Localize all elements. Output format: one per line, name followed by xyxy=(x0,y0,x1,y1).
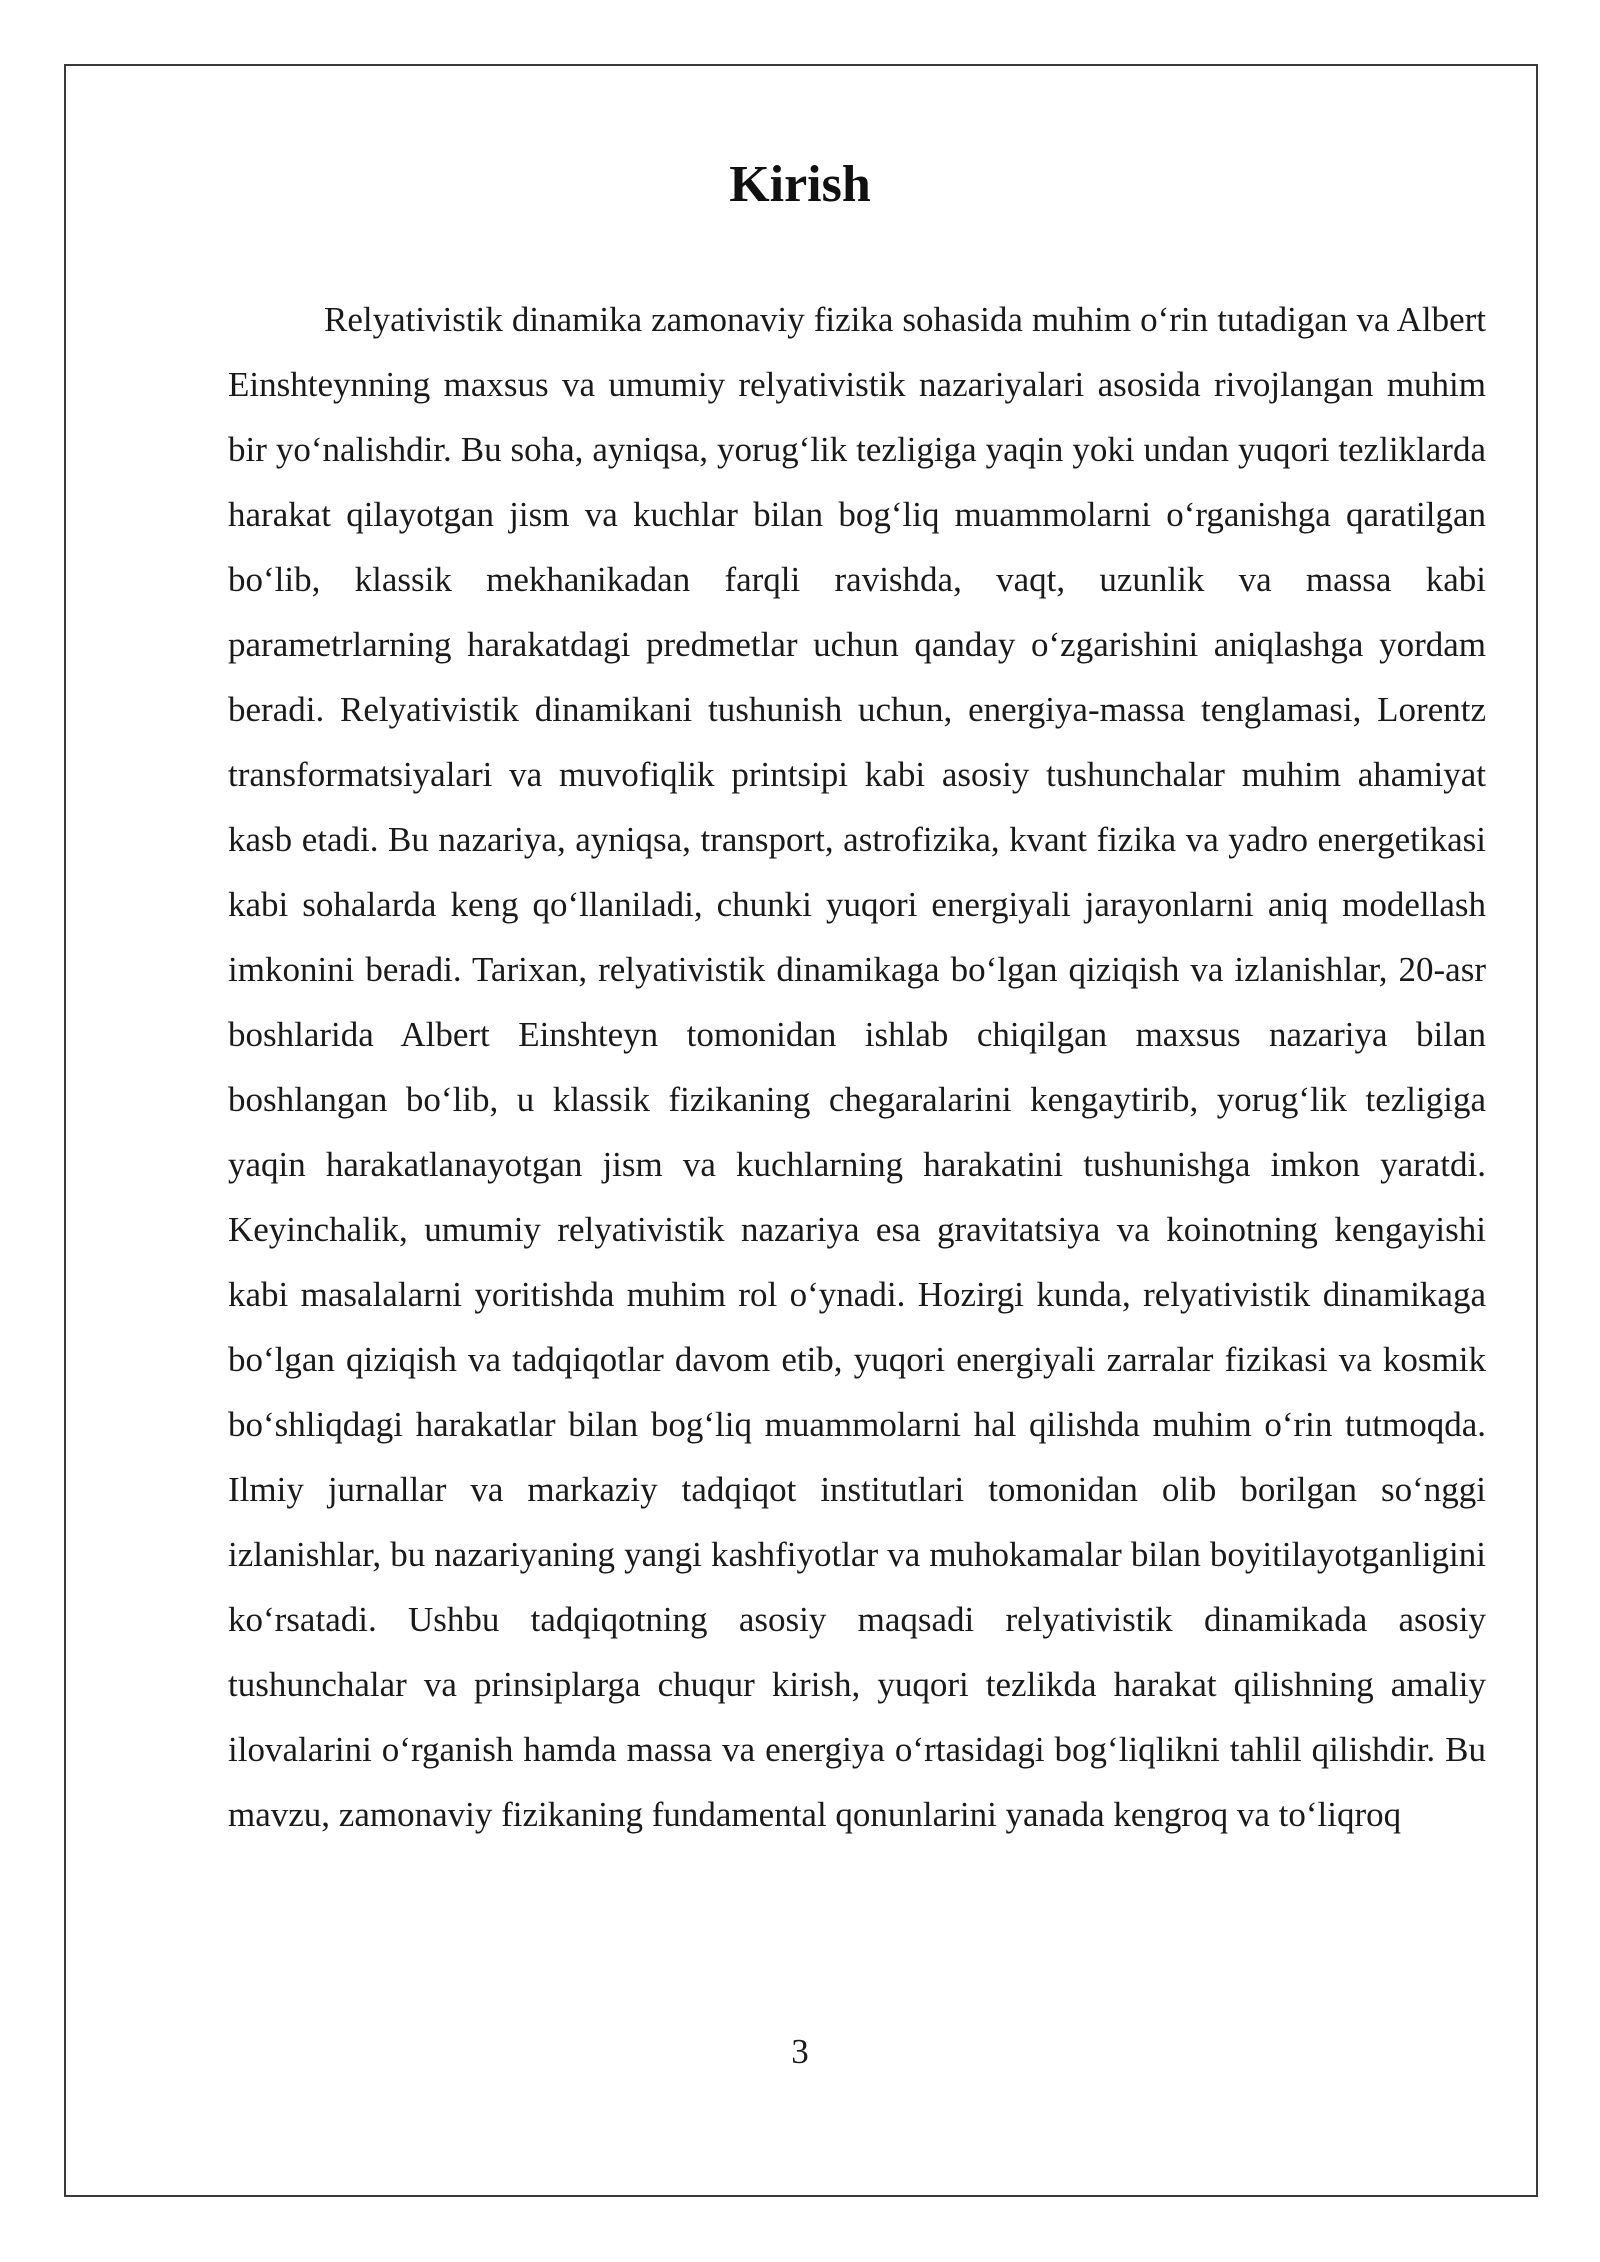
page-title: Kirish xyxy=(729,156,871,213)
page-number: 3 xyxy=(791,2032,809,2071)
body-paragraph: Relyativistik dinamika zamonaviy fizika sohasida muhim o‘rin tutadigan va Albert Einshteynning maxsus va umumiy relyativistik nazariyalari asosida rivojlangan muhim bir yo‘nalishdir. Bu soha, ayniqsa, yorug‘lik tezligiga yaqin yoki undan yuqori tezliklarda harakat qilayotgan jism va kuchlar bilan bog‘liq muammolarni o‘rganishga qaratilgan bo‘lib, klassik mekhanikadan farqli ravishda, vaqt, uzunlik va massa kabi parametrlarning harakatdagi predmetlar uchun qanday o‘zgarishini aniqlashga yordam beradi. Relyativistik dinamikani tushunish uchun, energiya-massa tenglamasi, Lorentz transformatsiyalari va muvofiqlik printsipi kabi asosiy tushunchalar muhim ahamiyat kasb etadi. Bu nazariya, ayniqsa, transport, astrofizika, kvant fizika va yadro energetikasi kabi sohalarda keng qo‘llaniladi, chunki yuqori energiyali jarayonlarni aniq modellash imkonini beradi. Tarixan, relyativistik dinamikaga bo‘lgan qiziqish va izlanishlar, 20-asr boshlarida Albert Einshteyn tomonidan ishlab chiqilgan maxsus nazariya bilan boshlangan bo‘lib, u klassik fizikaning chegaralarini kengaytirib, yorug‘lik tezligiga yaqin harakatlanayotgan jism va kuchlarning harakatini tushunishga imkon yaratdi. Keyinchalik, umumiy relyativistik nazariya esa gravitatsiya va koinotning kengayishi kabi masalalarni yoritishda muhim rol o‘ynadi. Hozirgi kunda, relyativistik dinamikaga bo‘lgan qiziqish va tadqiqotlar davom etib, yuqori energiyali zarralar fizikasi va kosmik bo‘shliqdagi harakatlar bilan bog‘liq muammolarni hal qilishda muhim o‘rin tutmoqda. Ilmiy jurnallar va markaziy tadqiqot institutlari tomonidan olib borilgan so‘nggi izlanishlar, bu nazariyaning yangi kashfiyotlar va muhokamalar bilan boyitilayotganligini ko‘rsatadi. Ushbu tadqiqotning asosiy maqsadi relyativistik dinamikada asosiy tushunchalar va prinsiplarga chuqur kirish, yuqori tezlikda harakat qilishning amaliy ilovalarini o‘rganish hamda massa va energiya o‘rtasidagi bog‘liqlikni tahlil qilishdir. Bu mavzu, zamonaviy fizikaning fundamental qonunlarini yanada kengroq va to‘liqroq xyxy=(228,300,1486,1834)
